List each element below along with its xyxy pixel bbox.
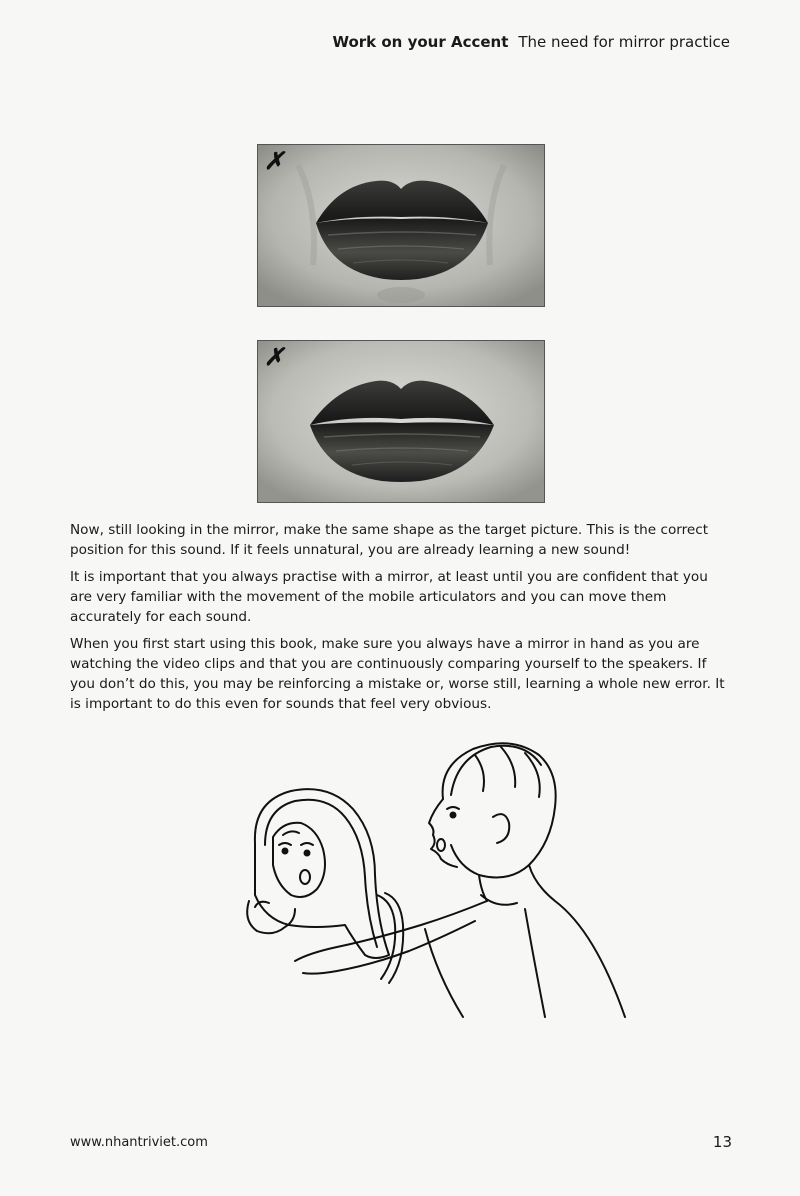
body-text bbox=[70, 520, 734, 721]
running-head bbox=[332, 33, 730, 51]
paragraph: Now, still looking in the mirror, make the same shape as the target picture. This is the correct position for this sound. If it feels unnatural, you are already learning a new sound! bbox=[70, 522, 709, 558]
footer-url: www.nhantriviet.com bbox=[70, 1135, 208, 1150]
lips-photo-incorrect-2 bbox=[257, 340, 545, 503]
cross-mark-icon: ✗ bbox=[264, 146, 285, 175]
lips-photo-incorrect-1 bbox=[257, 144, 545, 307]
paragraph: When you first start using this book, make sure you always have a mirror in hand as you are watching the video clips and that you are continuously comparing yourself to the speakers. If you don’t do this, you may be reinforcing a mistake or, worse still, learning a whole new error. It is important to do this even for sounds that feel very obvious. bbox=[70, 636, 725, 712]
paragraph: It is important that you always practise with a mirror, at least until you are confident that you are very familiar with the movement of the mobile articulators and you can move them accurately for each sound. bbox=[70, 569, 708, 625]
lips-photo-1-image bbox=[258, 145, 544, 306]
mirror-illustration bbox=[225, 725, 635, 1025]
section-title: The need for mirror practice bbox=[518, 33, 730, 51]
cross-mark-icon: ✗ bbox=[264, 342, 285, 371]
chapter-title: Work on your Accent bbox=[332, 33, 509, 51]
page-number: 13 bbox=[712, 1133, 732, 1151]
lips-photo-2-image bbox=[258, 341, 544, 502]
